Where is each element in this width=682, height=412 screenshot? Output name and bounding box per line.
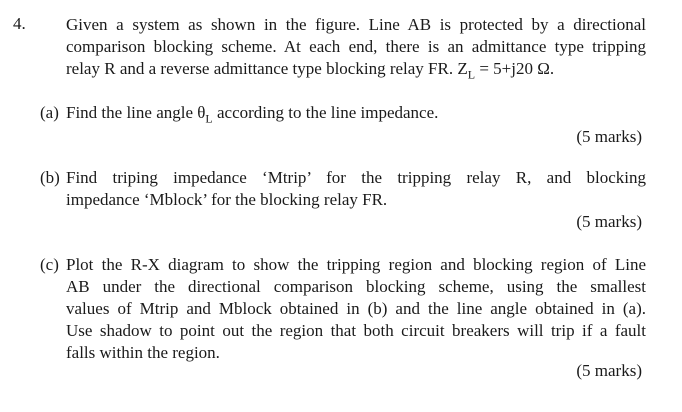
part-a-text [66, 102, 646, 129]
intro-line-2: comparison blocking scheme. At each end, there is an admittance type tripping [66, 37, 646, 56]
part-b-marks: (5 marks) [576, 212, 642, 231]
part-c-line-4: Use shadow to point out the region that both circuit breakers will trip if a fault [66, 321, 646, 340]
part-a-text-start: Find the line angle θ [66, 103, 206, 122]
question-intro [66, 14, 646, 85]
part-c-marks: (5 marks) [576, 361, 642, 380]
part-c-line-3: values of Mtrip and Mblock obtained in (b) and the line angle obtained in (a). [66, 299, 646, 318]
part-c-label: (c) [40, 255, 59, 274]
part-a-text-end: according to the line impedance. [212, 103, 439, 122]
part-c-line-1: Plot the R-X diagram to show the tripping region and blocking region of Line [66, 255, 646, 274]
part-b-line-1: Find triping impedance ‘Mtrip’ for the tripping relay R, and blocking [66, 168, 646, 187]
intro-line-3-value: = 5+j20 Ω. [475, 59, 555, 78]
part-b-text [66, 167, 646, 211]
question-number: 4. [13, 14, 26, 33]
part-c-line-2: AB under the directional comparison blocking scheme, using the smallest [66, 277, 646, 296]
subscript-l: L [467, 67, 476, 82]
part-b-line-2: impedance ‘Mblock’ for the blocking relay FR. [66, 190, 388, 209]
part-a-marks: (5 marks) [576, 127, 642, 146]
subscript-l: L [205, 111, 213, 126]
part-a-label: (a) [40, 103, 59, 122]
intro-line-3-text: relay R and a reverse admittance type blocking relay FR. Z [66, 59, 468, 78]
part-c-line-5: falls within the region. [66, 343, 220, 362]
part-c-text [66, 254, 646, 364]
intro-line-1: Given a system as shown in the figure. Line AB is protected by a directional [66, 15, 646, 34]
intro-line-3 [66, 58, 646, 85]
part-b-label: (b) [40, 168, 60, 187]
